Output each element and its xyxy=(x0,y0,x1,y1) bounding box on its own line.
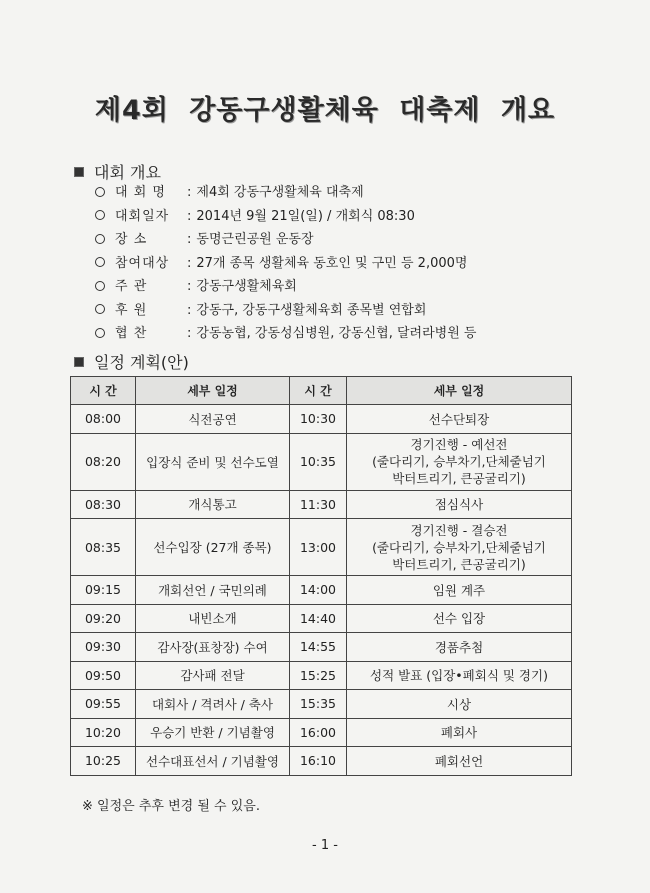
detail-cell xyxy=(347,718,572,747)
time-cell: 14:00 xyxy=(290,576,347,605)
time-cell: 11:30 xyxy=(290,490,347,519)
overview-item xyxy=(95,322,615,346)
detail-cell: 감사패 전달 xyxy=(136,661,290,690)
time-cell: 16:00 xyxy=(290,718,347,747)
table-row xyxy=(71,747,572,776)
overview-item-value: 동명근린공원 운동장 xyxy=(196,232,314,247)
detail-cell: 감사장(표창장) 수여 xyxy=(136,633,290,662)
detail-line: 임원 계주 xyxy=(432,582,486,598)
detail-line: 경품추첨 xyxy=(434,639,484,655)
table-row xyxy=(71,490,572,519)
detail-cell xyxy=(347,661,572,690)
overview-item-colon: : xyxy=(187,208,192,224)
schedule-header-row xyxy=(71,377,572,405)
detail-line: 박터트리기, 큰공굴리기) xyxy=(392,556,526,572)
table-row xyxy=(71,433,572,490)
circle-bullet-icon xyxy=(95,304,105,314)
page-number: - 1 - xyxy=(312,838,338,853)
overview-item-value: 강동구, 강동구생활체육회 종목별 연합회 xyxy=(196,302,427,318)
header-time-2: 시 간 xyxy=(290,377,347,405)
detail-cell: 식전공연 xyxy=(136,405,290,434)
time-cell: 09:50 xyxy=(71,661,136,690)
time-cell: 08:20 xyxy=(71,433,136,490)
table-row xyxy=(71,661,572,690)
overview-item-label: 협 찬 xyxy=(115,326,148,341)
overview-item-colon: : xyxy=(187,326,192,341)
detail-cell xyxy=(347,405,572,434)
detail-cell: 개회선언 / 국민의례 xyxy=(136,576,290,605)
overview-item-colon: : xyxy=(187,255,192,271)
time-cell: 10:30 xyxy=(290,405,347,434)
overview-item-value: 강동구생활체육회 xyxy=(196,279,297,294)
detail-cell: 대회사 / 격려사 / 축사 xyxy=(136,690,290,719)
table-row xyxy=(71,519,572,576)
table-row xyxy=(71,633,572,662)
time-cell: 13:00 xyxy=(290,519,347,576)
overview-item xyxy=(95,299,615,323)
detail-cell: 내빈소개 xyxy=(136,604,290,633)
circle-bullet-icon xyxy=(95,328,105,338)
header-time-1: 시 간 xyxy=(71,377,136,405)
detail-line: (줄다리기, 승부차기,단체줄넘기 xyxy=(372,454,546,469)
detail-line: 선수단퇴장 xyxy=(428,411,490,427)
table-row xyxy=(71,718,572,747)
detail-cell xyxy=(347,519,572,576)
schedule-heading-text: 일정 계획(안) xyxy=(94,353,189,372)
overview-item xyxy=(95,275,615,299)
overview-item xyxy=(95,228,615,252)
time-cell: 16:10 xyxy=(290,747,347,776)
table-row xyxy=(71,576,572,605)
overview-item xyxy=(95,252,615,276)
detail-line: 경기진행 - 결승전 xyxy=(410,522,508,538)
time-cell: 09:20 xyxy=(71,604,136,633)
schedule-table xyxy=(70,376,572,776)
detail-cell xyxy=(347,690,572,719)
overview-item-colon: : xyxy=(187,279,192,294)
overview-item-label: 주 관 xyxy=(115,279,148,294)
time-cell: 10:20 xyxy=(71,718,136,747)
time-cell: 08:30 xyxy=(71,490,136,519)
overview-item-label: 후 원 xyxy=(115,302,148,318)
detail-cell xyxy=(347,433,572,490)
overview-heading xyxy=(74,160,161,183)
overview-item-colon: : xyxy=(187,185,192,200)
detail-cell xyxy=(347,490,572,519)
time-cell: 10:35 xyxy=(290,433,347,490)
detail-cell: 입장식 준비 및 선수도열 xyxy=(136,433,290,490)
overview-item-label: 대회일자 xyxy=(115,208,170,224)
overview-item-colon: : xyxy=(187,232,192,247)
table-row xyxy=(71,405,572,434)
overview-item-value: 27개 종목 생활체육 동호인 및 구민 등 2,000명 xyxy=(196,255,468,271)
page-title: 제4회 강동구생활체육 대축제 개요 xyxy=(94,95,556,126)
detail-line: 박터트리기, 큰공굴리기) xyxy=(392,471,526,486)
time-cell: 08:35 xyxy=(71,519,136,576)
overview-item xyxy=(95,181,615,205)
overview-item-label: 대 회 명 xyxy=(115,185,166,200)
table-row xyxy=(71,690,572,719)
detail-cell xyxy=(347,576,572,605)
square-bullet-icon xyxy=(74,167,84,177)
detail-cell: 우승기 반환 / 기념촬영 xyxy=(136,718,290,747)
detail-line: 폐회사 xyxy=(440,725,478,741)
time-cell: 09:30 xyxy=(71,633,136,662)
schedule-note: ※ 일정은 추후 변경 될 수 있음. xyxy=(82,799,260,814)
overview-item-value: 강동농협, 강동성심병원, 강동신협, 달려라병원 등 xyxy=(196,326,477,341)
detail-line: 폐회선언 xyxy=(434,753,484,769)
overview-item-label: 장 소 xyxy=(115,232,148,247)
header-detail-2: 세부 일정 xyxy=(347,377,572,405)
detail-line: 시상 xyxy=(446,696,472,712)
overview-heading-text: 대회 개요 xyxy=(94,163,161,182)
detail-line: 경기진행 - 예선전 xyxy=(410,437,508,452)
schedule-heading xyxy=(74,350,189,373)
square-bullet-icon xyxy=(74,357,84,367)
detail-cell: 선수대표선서 / 기념촬영 xyxy=(136,747,290,776)
time-cell: 09:55 xyxy=(71,690,136,719)
overview-item-value: 제4회 강동구생활체육 대축제 xyxy=(196,185,364,200)
overview-list xyxy=(95,181,615,346)
time-cell: 15:35 xyxy=(290,690,347,719)
detail-cell xyxy=(347,747,572,776)
detail-cell: 개식통고 xyxy=(136,490,290,519)
overview-item xyxy=(95,205,615,229)
detail-line: 성적 발표 (입장•폐회식 및 경기) xyxy=(370,668,548,684)
time-cell: 15:25 xyxy=(290,661,347,690)
header-detail-1: 세부 일정 xyxy=(136,377,290,405)
time-cell: 14:55 xyxy=(290,633,347,662)
detail-line: (줄다리기, 승부차기,단체줄넘기 xyxy=(372,539,546,555)
detail-line: 점심식사 xyxy=(434,497,484,513)
overview-item-value: 2014년 9월 21일(일) / 개회식 08:30 xyxy=(196,208,415,224)
time-cell: 09:15 xyxy=(71,576,136,605)
time-cell: 10:25 xyxy=(71,747,136,776)
detail-line: 선수 입장 xyxy=(432,611,486,627)
circle-bullet-icon xyxy=(95,187,105,197)
time-cell: 14:40 xyxy=(290,604,347,633)
detail-cell xyxy=(347,633,572,662)
circle-bullet-icon xyxy=(95,234,105,244)
overview-item-colon: : xyxy=(187,302,192,318)
time-cell: 08:00 xyxy=(71,405,136,434)
circle-bullet-icon xyxy=(95,210,105,220)
detail-cell xyxy=(347,604,572,633)
detail-cell: 선수입장 (27개 종목) xyxy=(136,519,290,576)
circle-bullet-icon xyxy=(95,257,105,267)
overview-item-label: 참여대상 xyxy=(115,255,170,271)
circle-bullet-icon xyxy=(95,281,105,291)
table-row xyxy=(71,604,572,633)
